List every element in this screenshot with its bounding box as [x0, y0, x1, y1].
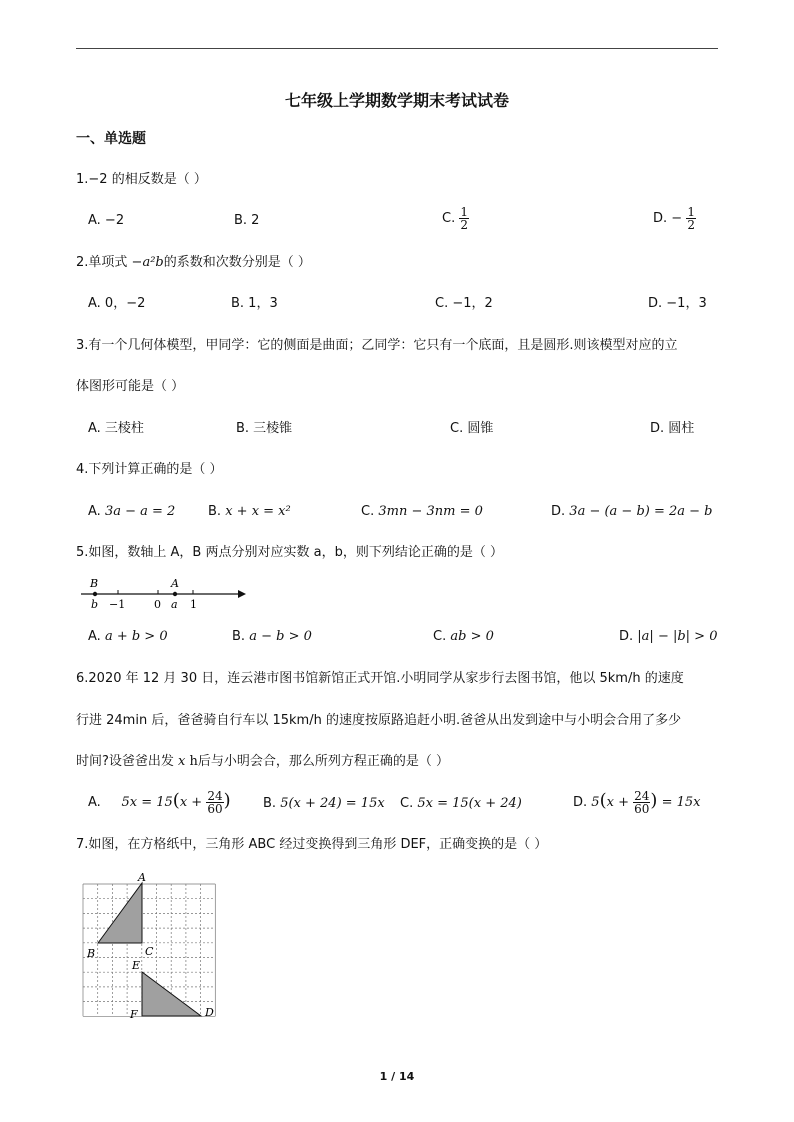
question-1: 1.−2 的相反数是（ ） [76, 172, 207, 187]
q1-option-d-label: D. [653, 211, 668, 226]
q1-option-b: B. 2 [234, 213, 260, 228]
question-6-line-1: 6.2020 年 12 月 30 日，连云港市图书馆新馆正式开馆.小明同学从家步行去图书馆，他以 5km/h 的速度 [76, 671, 684, 686]
q6-option-d [573, 790, 700, 815]
q2-option-d: D. −1，3 [648, 296, 707, 311]
number-line-figure [78, 576, 248, 612]
q6-a-rparen: ) [223, 790, 231, 811]
q5-b-label: B. [232, 629, 246, 644]
q6-line3-post: 后与小明会合，那么所列方程正确的是（ ） [197, 754, 450, 769]
question-4: 4.下列计算正确的是（ ） [76, 462, 223, 477]
q5-c-label: C. [433, 629, 447, 644]
q5-d-expr: |a| − |b| > 0 [637, 629, 718, 644]
q2-option-a: A. 0，−2 [88, 296, 146, 311]
q6-line3-var: x [178, 754, 186, 769]
question-6-line-3 [76, 752, 449, 772]
q5-option-d [619, 627, 717, 647]
question-3-line-1: 3.有一个几何体模型，甲同学：它的侧面是曲面；乙同学：它只有一个底面，且是圆形.则该模型对应的立 [76, 338, 678, 353]
q6-d-x: x + [606, 795, 629, 810]
q1-c-fraction [459, 206, 469, 231]
q4-d-label: D. [551, 504, 566, 519]
q5-option-c [433, 627, 494, 647]
q6-option-a [88, 790, 231, 815]
q6-a-den: 60 [207, 802, 223, 816]
grid-figure [80, 868, 225, 1023]
q4-option-a [88, 502, 175, 522]
q5-a-expr: a + b > 0 [104, 629, 168, 644]
label-0: 0 [154, 598, 161, 611]
q5-option-a [88, 627, 168, 647]
vertex-D: D [205, 1006, 214, 1019]
point-b [93, 592, 97, 596]
q3-option-c: C. 圆锥 [450, 421, 494, 436]
q1-d-fraction [686, 206, 696, 231]
q6-option-b [263, 794, 385, 814]
question-5: 5.如图，数轴上 A，B 两点分别对应实数 a，b，则下列结论正确的是（ ） [76, 545, 503, 560]
q6-b-label: B. [263, 796, 277, 811]
q6-line3-pre: 时间?设爸爸出发 [76, 754, 179, 769]
label-1: 1 [190, 598, 197, 611]
section-heading: 一、单选题 [76, 131, 146, 147]
q6-a-left: 5x = 15 [121, 795, 173, 810]
q2-pre: 2.单项式 [76, 255, 132, 270]
q1-d-den: 2 [687, 218, 695, 232]
q4-c-label: C. [361, 504, 375, 519]
q4-a-label: A. [88, 504, 101, 519]
q5-a-label: A. [88, 629, 101, 644]
q2-expr: −a²b [131, 255, 164, 270]
q6-a-label: A. [88, 795, 101, 810]
q6-c-expr: 5x = 15(x + 24) [417, 796, 522, 811]
q2-post: 的系数和次数分别是（ ） [163, 255, 311, 270]
q4-option-d [551, 502, 713, 522]
q3-option-a: A. 三棱柱 [88, 421, 144, 436]
label-a: a [171, 598, 178, 611]
vertex-E: E [132, 959, 141, 972]
page-title: 七年级上学期数学期末考试试卷 [284, 91, 509, 110]
q4-d-expr: 3a − (a − b) = 2a − b [569, 504, 713, 519]
q1-c-den: 2 [460, 218, 468, 232]
q6-d-num: 24 [634, 789, 650, 803]
vertex-F: F [130, 1008, 138, 1021]
q6-d-left: 5 [591, 795, 600, 810]
point-a [173, 592, 177, 596]
q6-b-expr: 5(x + 24) = 15x [280, 796, 385, 811]
triangle-def [142, 972, 201, 1016]
q6-d-den: 60 [634, 802, 650, 816]
q1-option-a: A. −2 [88, 213, 125, 228]
q5-b-expr: a − b > 0 [249, 629, 312, 644]
vertex-B: B [87, 947, 96, 960]
q4-b-expr: x + x = x² [225, 504, 291, 519]
q1-c-num: 1 [460, 205, 468, 219]
triangle-abc [98, 883, 142, 943]
q4-a-expr: 3a − a = 2 [104, 504, 176, 519]
page-number: 1 / 14 [379, 1070, 415, 1083]
vertex-A: A [138, 871, 146, 884]
q4-option-c [361, 502, 483, 522]
q1-option-d [653, 206, 696, 231]
q6-d-label: D. [573, 795, 588, 810]
q6-a-x: x + [179, 795, 203, 810]
q6-a-num: 24 [207, 789, 223, 803]
label-B: B [90, 577, 99, 590]
q6-a-lparen: ( [172, 790, 180, 811]
q4-c-expr: 3mn − 3nm = 0 [378, 504, 483, 519]
q2-option-c: C. −1，2 [435, 296, 493, 311]
q1-d-sign: − [671, 211, 683, 226]
q6-d-fraction [633, 790, 650, 815]
q5-d-label: D. [619, 629, 634, 644]
q4-b-label: B. [208, 504, 222, 519]
q6-a-fraction [206, 790, 223, 815]
q5-c-expr: ab > 0 [450, 629, 494, 644]
q2-option-b: B. 1，3 [231, 296, 278, 311]
q4-option-b [208, 502, 291, 522]
label-b: b [91, 598, 99, 611]
number-line-arrow [238, 590, 246, 598]
vertex-C: C [145, 945, 154, 958]
q5-option-b [232, 627, 312, 647]
q6-c-label: C. [400, 796, 414, 811]
q6-d-right: = 15x [661, 795, 701, 810]
q3-option-b: B. 三棱锥 [236, 421, 293, 436]
q3-option-d: D. 圆柱 [650, 421, 695, 436]
q6-line3-unit: h [185, 754, 198, 769]
q6-d-rparen: ) [650, 790, 658, 811]
label-A: A [171, 577, 179, 590]
question-3-line-2: 体图形可能是（ ） [76, 379, 185, 394]
q1-option-c-label: C. [442, 211, 456, 226]
question-6-line-2: 行进 24min 后，爸爸骑自行车以 15km/h 的速度按原路追赶小明.爸爸从出发到途中与小明会合用了多少 [76, 713, 682, 728]
q6-d-lparen: ( [599, 790, 607, 811]
q1-d-num: 1 [687, 205, 695, 219]
label-neg1: −1 [109, 598, 126, 611]
question-2 [76, 253, 311, 273]
q6-option-c [400, 794, 522, 814]
question-7: 7.如图，在方格纸中，三角形 ABC 经过变换得到三角形 DEF，正确变换的是（ ） [76, 837, 548, 852]
top-rule [76, 48, 718, 49]
q1-option-c [442, 206, 469, 231]
